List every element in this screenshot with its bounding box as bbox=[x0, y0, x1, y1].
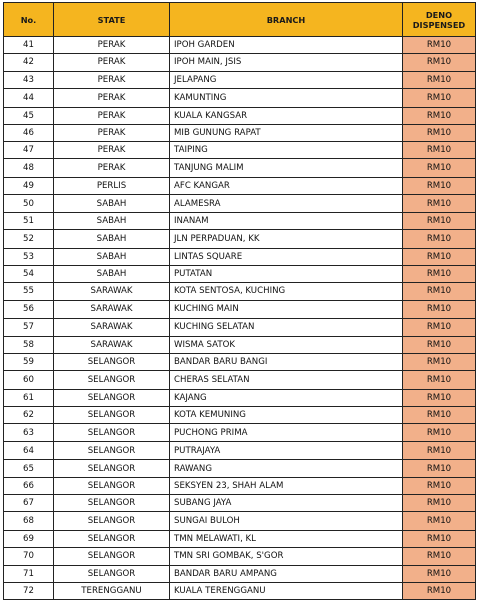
table-row bbox=[4, 565, 476, 582]
row-state: SELANGOR bbox=[54, 389, 170, 406]
row-number: 57 bbox=[4, 319, 54, 336]
table-body bbox=[4, 37, 476, 600]
table-header-row bbox=[4, 3, 476, 37]
table-row bbox=[4, 582, 476, 599]
row-number: 62 bbox=[4, 407, 54, 424]
row-state: SABAH bbox=[54, 195, 170, 212]
table-row bbox=[4, 548, 476, 565]
row-deno: RM10 bbox=[403, 248, 476, 265]
row-branch: KUCHING MAIN bbox=[170, 300, 403, 319]
row-deno: RM10 bbox=[403, 230, 476, 249]
table-row bbox=[4, 230, 476, 249]
row-number: 50 bbox=[4, 195, 54, 212]
header-no: No. bbox=[4, 3, 54, 37]
row-branch: KUALA KANGSAR bbox=[170, 107, 403, 124]
row-number: 43 bbox=[4, 71, 54, 88]
row-state: SARAWAK bbox=[54, 300, 170, 319]
row-branch: PUCHONG PRIMA bbox=[170, 424, 403, 441]
table-row bbox=[4, 54, 476, 71]
row-state: PERAK bbox=[54, 107, 170, 124]
row-number: 69 bbox=[4, 531, 54, 548]
row-state: SELANGOR bbox=[54, 512, 170, 531]
row-number: 72 bbox=[4, 582, 54, 599]
row-deno: RM10 bbox=[403, 54, 476, 71]
row-branch: SEKSYEN 23, SHAH ALAM bbox=[170, 477, 403, 494]
table-row bbox=[4, 407, 476, 424]
row-number: 68 bbox=[4, 512, 54, 531]
row-state: PERAK bbox=[54, 88, 170, 107]
row-number: 54 bbox=[4, 266, 54, 283]
row-number: 65 bbox=[4, 460, 54, 477]
table-row bbox=[4, 159, 476, 178]
table-row bbox=[4, 266, 476, 283]
table-row bbox=[4, 495, 476, 512]
row-branch: KAMUNTING bbox=[170, 88, 403, 107]
row-branch: SUNGAI BULOH bbox=[170, 512, 403, 531]
row-number: 58 bbox=[4, 336, 54, 353]
row-number: 52 bbox=[4, 230, 54, 249]
row-number: 61 bbox=[4, 389, 54, 406]
row-state: SELANGOR bbox=[54, 407, 170, 424]
row-branch: BANDAR BARU AMPANG bbox=[170, 565, 403, 582]
table-row bbox=[4, 477, 476, 494]
table-row bbox=[4, 319, 476, 336]
row-number: 71 bbox=[4, 565, 54, 582]
header-branch: BRANCH bbox=[170, 3, 403, 37]
row-state: SELANGOR bbox=[54, 371, 170, 390]
row-state: SELANGOR bbox=[54, 424, 170, 441]
row-number: 53 bbox=[4, 248, 54, 265]
row-number: 70 bbox=[4, 548, 54, 565]
row-number: 63 bbox=[4, 424, 54, 441]
row-deno: RM10 bbox=[403, 88, 476, 107]
table-row bbox=[4, 389, 476, 406]
row-number: 41 bbox=[4, 37, 54, 54]
row-state: PERLIS bbox=[54, 178, 170, 195]
row-state: SARAWAK bbox=[54, 283, 170, 300]
row-deno: RM10 bbox=[403, 441, 476, 460]
row-branch: TMN SRI GOMBAK, S'GOR bbox=[170, 548, 403, 565]
row-state: PERAK bbox=[54, 54, 170, 71]
header-deno-line1: DENO bbox=[425, 9, 453, 20]
row-branch: BANDAR BARU BANGI bbox=[170, 353, 403, 370]
table-row bbox=[4, 88, 476, 107]
row-deno: RM10 bbox=[403, 107, 476, 124]
row-deno: RM10 bbox=[403, 266, 476, 283]
row-state: SELANGOR bbox=[54, 495, 170, 512]
table-row bbox=[4, 283, 476, 300]
row-state: SABAH bbox=[54, 212, 170, 229]
row-deno: RM10 bbox=[403, 142, 476, 159]
row-branch: SUBANG JAYA bbox=[170, 495, 403, 512]
row-number: 49 bbox=[4, 178, 54, 195]
row-number: 59 bbox=[4, 353, 54, 370]
row-deno: RM10 bbox=[403, 159, 476, 178]
row-branch: TAIPING bbox=[170, 142, 403, 159]
row-branch: WISMA SATOK bbox=[170, 336, 403, 353]
row-deno: RM10 bbox=[403, 582, 476, 599]
table-row bbox=[4, 531, 476, 548]
row-branch: TANJUNG MALIM bbox=[170, 159, 403, 178]
row-number: 66 bbox=[4, 477, 54, 494]
row-number: 55 bbox=[4, 283, 54, 300]
row-deno: RM10 bbox=[403, 71, 476, 88]
row-state: SELANGOR bbox=[54, 460, 170, 477]
table-row bbox=[4, 460, 476, 477]
row-deno: RM10 bbox=[403, 477, 476, 494]
row-number: 51 bbox=[4, 212, 54, 229]
table-row bbox=[4, 353, 476, 370]
row-state: PERAK bbox=[54, 142, 170, 159]
row-state: SARAWAK bbox=[54, 319, 170, 336]
row-branch: INANAM bbox=[170, 212, 403, 229]
row-deno: RM10 bbox=[403, 424, 476, 441]
row-state: SELANGOR bbox=[54, 531, 170, 548]
header-deno-dispensed bbox=[403, 3, 476, 37]
row-deno: RM10 bbox=[403, 283, 476, 300]
row-deno: RM10 bbox=[403, 300, 476, 319]
row-number: 45 bbox=[4, 107, 54, 124]
table-row bbox=[4, 441, 476, 460]
row-deno: RM10 bbox=[403, 460, 476, 477]
row-number: 67 bbox=[4, 495, 54, 512]
row-deno: RM10 bbox=[403, 336, 476, 353]
row-number: 42 bbox=[4, 54, 54, 71]
row-branch: KUCHING SELATAN bbox=[170, 319, 403, 336]
table-row bbox=[4, 371, 476, 390]
table-row bbox=[4, 212, 476, 229]
row-branch: CHERAS SELATAN bbox=[170, 371, 403, 390]
row-state: PERAK bbox=[54, 124, 170, 141]
row-number: 48 bbox=[4, 159, 54, 178]
row-number: 60 bbox=[4, 371, 54, 390]
row-state: PERAK bbox=[54, 71, 170, 88]
row-branch: MIB GUNUNG RAPAT bbox=[170, 124, 403, 141]
row-branch: KOTA KEMUNING bbox=[170, 407, 403, 424]
row-branch: RAWANG bbox=[170, 460, 403, 477]
table-row bbox=[4, 195, 476, 212]
row-state: TERENGGANU bbox=[54, 582, 170, 599]
row-deno: RM10 bbox=[403, 495, 476, 512]
row-state: SELANGOR bbox=[54, 548, 170, 565]
row-deno: RM10 bbox=[403, 407, 476, 424]
row-branch: JLN PERPADUAN, KK bbox=[170, 230, 403, 249]
row-deno: RM10 bbox=[403, 353, 476, 370]
row-branch: LINTAS SQUARE bbox=[170, 248, 403, 265]
table-row bbox=[4, 424, 476, 441]
table-row bbox=[4, 336, 476, 353]
row-state: SELANGOR bbox=[54, 477, 170, 494]
row-deno: RM10 bbox=[403, 37, 476, 54]
table-row bbox=[4, 248, 476, 265]
row-deno: RM10 bbox=[403, 548, 476, 565]
header-deno-line2: DISPENSED bbox=[412, 19, 466, 30]
row-deno: RM10 bbox=[403, 319, 476, 336]
table-row bbox=[4, 178, 476, 195]
row-deno: RM10 bbox=[403, 178, 476, 195]
row-number: 56 bbox=[4, 300, 54, 319]
row-number: 47 bbox=[4, 142, 54, 159]
row-number: 46 bbox=[4, 124, 54, 141]
table-row bbox=[4, 37, 476, 54]
row-deno: RM10 bbox=[403, 512, 476, 531]
row-branch: JELAPANG bbox=[170, 71, 403, 88]
row-state: PERAK bbox=[54, 37, 170, 54]
table-row bbox=[4, 71, 476, 88]
row-state: SELANGOR bbox=[54, 565, 170, 582]
row-deno: RM10 bbox=[403, 195, 476, 212]
table-row bbox=[4, 107, 476, 124]
row-number: 44 bbox=[4, 88, 54, 107]
row-deno: RM10 bbox=[403, 124, 476, 141]
row-branch: TMN MELAWATI, KL bbox=[170, 531, 403, 548]
row-deno: RM10 bbox=[403, 531, 476, 548]
header-state: STATE bbox=[54, 3, 170, 37]
branch-deno-table bbox=[3, 2, 476, 600]
row-state: SELANGOR bbox=[54, 441, 170, 460]
row-state: PERAK bbox=[54, 159, 170, 178]
table-row bbox=[4, 124, 476, 141]
row-deno: RM10 bbox=[403, 212, 476, 229]
table-row bbox=[4, 142, 476, 159]
row-deno: RM10 bbox=[403, 565, 476, 582]
row-state: SABAH bbox=[54, 230, 170, 249]
row-branch: PUTRAJAYA bbox=[170, 441, 403, 460]
row-branch: KAJANG bbox=[170, 389, 403, 406]
row-branch: IPOH GARDEN bbox=[170, 37, 403, 54]
row-branch: KUALA TERENGGANU bbox=[170, 582, 403, 599]
row-branch: IPOH MAIN, JSIS bbox=[170, 54, 403, 71]
row-state: SABAH bbox=[54, 266, 170, 283]
row-state: SARAWAK bbox=[54, 336, 170, 353]
row-branch: AFC KANGAR bbox=[170, 178, 403, 195]
row-state: SABAH bbox=[54, 248, 170, 265]
table-row bbox=[4, 512, 476, 531]
row-deno: RM10 bbox=[403, 371, 476, 390]
row-state: SELANGOR bbox=[54, 353, 170, 370]
row-deno: RM10 bbox=[403, 389, 476, 406]
row-branch: PUTATAN bbox=[170, 266, 403, 283]
table-row bbox=[4, 300, 476, 319]
row-number: 64 bbox=[4, 441, 54, 460]
row-branch: ALAMESRA bbox=[170, 195, 403, 212]
row-branch: KOTA SENTOSA, KUCHING bbox=[170, 283, 403, 300]
